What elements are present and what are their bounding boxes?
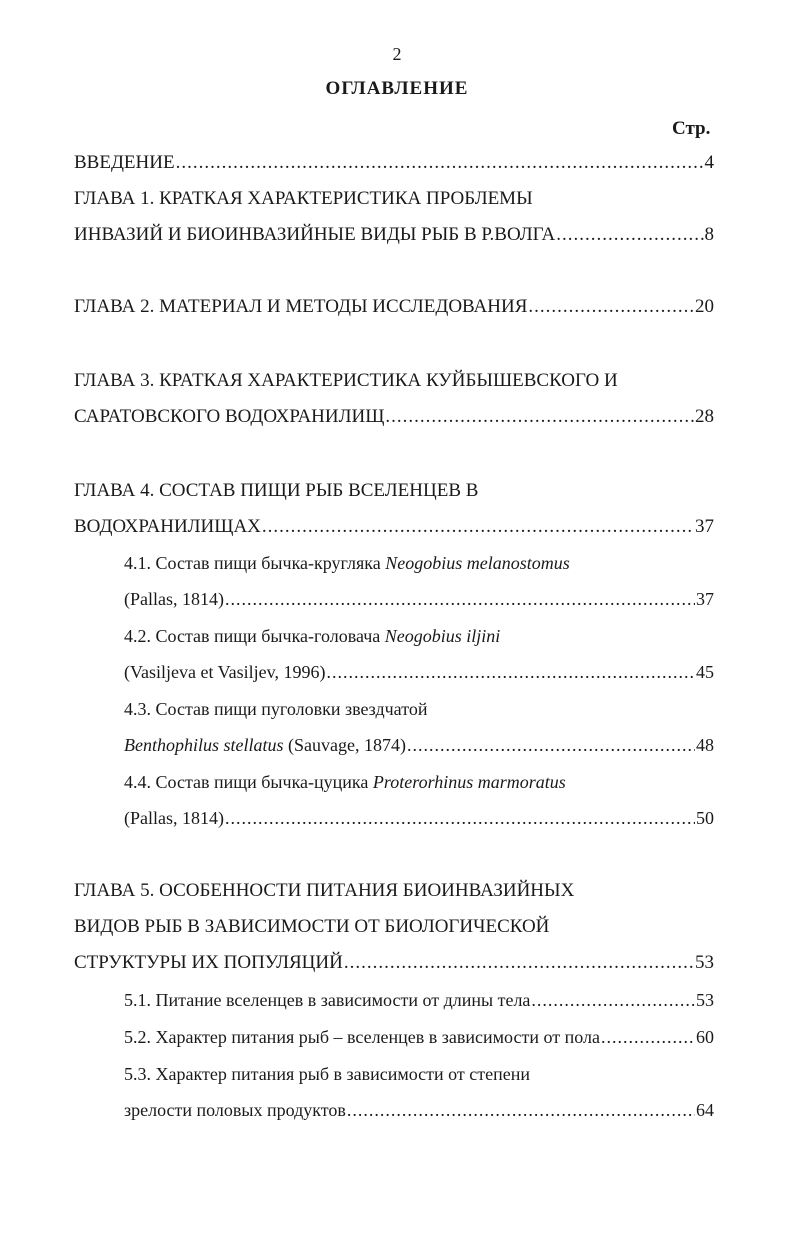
entry-text: 4.2. Состав пищи бычка-головача [124,626,385,646]
toc-entry-s5-2[interactable] [124,1024,714,1050]
toc-entry-ch3-line1[interactable]: ГЛАВА 3. КРАТКАЯ ХАРАКТЕРИСТИКА КУЙБЫШЕВСКОГО И [74,370,618,391]
toc-entry-ch5[interactable] [74,950,714,976]
entry-text: ВОДОХРАНИЛИЩАХ [74,516,261,537]
page-column-label: Стр. [672,118,711,139]
species-name: Neogobius iljini [384,626,501,646]
entry-page: 8 [704,224,714,245]
toc-entry-s4-1[interactable] [124,586,714,612]
entry-text: 5.1. Питание вселенцев в зависимости от длины тела [124,990,531,1010]
entry-text: (Vasiljeva et Vasiljev, 1996) [124,662,326,682]
toc-entry-s4-3[interactable] [124,732,714,758]
toc-entry-ch1[interactable] [74,222,714,248]
dot-leader [225,805,695,831]
toc-entry-s5-3[interactable] [124,1097,714,1123]
species-name: Proterorhinus marmoratus [372,772,566,792]
entry-text: ИНВАЗИЙ И БИОИНВАЗИЙНЫЕ ВИДЫ РЫБ В Р.ВОЛГА [74,224,556,245]
dot-leader [601,1024,695,1050]
toc-entry-s5-3-line1[interactable]: 5.3. Характер питания рыб в зависимости от степени [124,1064,531,1084]
toc-entry-ch5-line2[interactable]: ВИДОВ РЫБ В ЗАВИСИМОСТИ ОТ БИОЛОГИЧЕСКОЙ [74,916,550,937]
entry-page: 4 [704,152,714,173]
entry-text: САРАТОВСКОГО ВОДОХРАНИЛИЩ [74,406,385,427]
toc-entry-s4-4-line1[interactable] [124,769,714,795]
entry-page: 50 [696,808,714,828]
toc-entry-ch5-line1[interactable]: ГЛАВА 5. ОСОБЕННОСТИ ПИТАНИЯ БИОИНВАЗИЙНЫХ [74,880,575,901]
entry-text: 4.4. Состав пищи бычка-цуцика [124,772,373,792]
toc-entry-s4-2-line1[interactable] [124,623,714,649]
entry-page: 53 [695,952,714,973]
dot-leader [176,150,704,176]
entry-page: 64 [696,1100,714,1120]
entry-page: 53 [696,990,714,1010]
dot-leader [385,404,694,430]
entry-text: 5.2. Характер питания рыб – вселенцев в зависимости от пола [124,1027,600,1047]
entry-text: 4.1. Состав пищи бычка-кругляка [124,553,386,573]
toc-entry-ch2[interactable] [74,294,714,320]
dot-leader [262,514,694,540]
toc-entry-ch4[interactable] [74,514,714,540]
dot-leader [344,950,694,976]
toc-entry-s4-4[interactable] [124,805,714,831]
entry-page: 48 [696,735,714,755]
entry-page: 20 [695,296,714,317]
entry-page: 37 [695,516,714,537]
toc-entry-ch3[interactable] [74,404,714,430]
entry-text: ГЛАВА 2. МАТЕРИАЛ И МЕТОДЫ ИССЛЕДОВАНИЯ [74,296,528,317]
toc-entry-ch4-line1[interactable]: ГЛАВА 4. СОСТАВ ПИЩИ РЫБ ВСЕЛЕНЦЕВ В [74,480,479,501]
toc-entry-s4-1-line1[interactable] [124,550,714,576]
entry-text: ВВЕДЕНИЕ [74,152,175,173]
species-author: (Sauvage, 1874) [283,735,406,755]
entry-page: 60 [696,1027,714,1047]
species-name: Neogobius melanostomus [385,553,570,573]
dot-leader [556,222,703,248]
toc-entry-s5-1[interactable] [124,987,714,1013]
entry-text: зрелости половых продуктов [124,1100,346,1120]
dot-leader [528,294,694,320]
entry-text: (Pallas, 1814) [124,808,224,828]
toc-entry-s4-2[interactable] [124,659,714,685]
dot-leader [225,586,695,612]
dot-leader [347,1097,695,1123]
toc-entry-s4-3-line1[interactable]: 4.3. Состав пищи пуголовки звездчатой [124,699,428,719]
species-name: Benthophilus stellatus [124,735,284,755]
entry-text: СТРУКТУРЫ ИХ ПОПУЛЯЦИЙ [74,952,343,973]
entry-page: 37 [696,589,714,609]
page-number: 2 [392,44,402,64]
dot-leader [407,732,695,758]
dot-leader [531,987,695,1013]
toc-entry-ch1-line1[interactable]: ГЛАВА 1. КРАТКАЯ ХАРАКТЕРИСТИКА ПРОБЛЕМЫ [74,188,533,209]
entry-text: (Pallas, 1814) [124,589,224,609]
entry-text [124,732,406,758]
entry-page: 45 [696,662,714,682]
dot-leader [326,659,695,685]
toc-title: ОГЛАВЛЕНИЕ [325,78,469,99]
toc-entry-intro[interactable] [74,150,714,176]
entry-page: 28 [695,406,714,427]
